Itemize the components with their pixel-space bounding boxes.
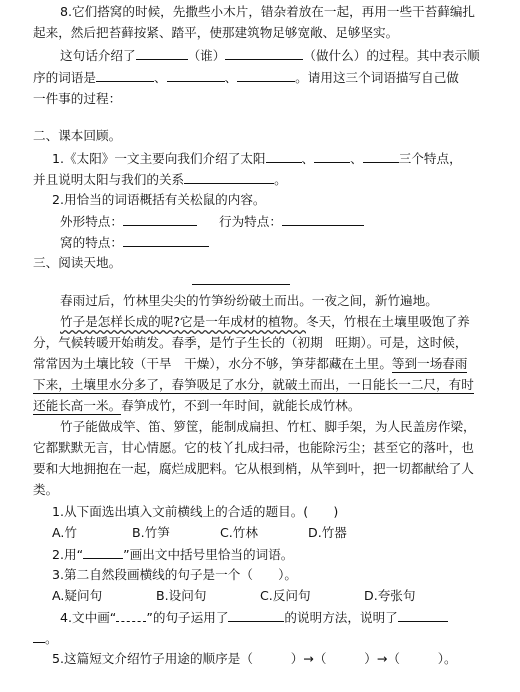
s2-q1-line2 — [33, 171, 287, 188]
period: 。 — [45, 631, 58, 646]
q8-line4-text: 序的词语是 — [33, 70, 96, 85]
answer-blank[interactable] — [282, 213, 364, 226]
separator: 、 — [350, 151, 363, 166]
answer-blank[interactable] — [314, 150, 350, 163]
answer-blank[interactable] — [96, 69, 154, 82]
option-b[interactable]: B.设问句 — [156, 588, 207, 603]
question-2 — [52, 546, 293, 563]
s2-q1-text: 1.《太阳》一文主要向我们介绍了太阳 — [52, 151, 266, 166]
behavior-label: 行为特点： — [218, 214, 282, 229]
answer-blank[interactable] — [33, 630, 45, 643]
passage-p2-line2: 分，气候转暖开始萌发。春季，是竹子生长的（初期 旺期）。可是，这时候， — [33, 335, 468, 350]
answer-blank[interactable] — [136, 47, 188, 60]
passage-p3-line1: 竹子能做成竿、笛、箩筐，能制成扁担、竹杠、脚手架，为人民盖房作梁， — [60, 419, 476, 434]
passage-text: 春笋成竹，不到一年时间，就能长成竹林。 — [121, 398, 361, 413]
separator: 、 — [224, 70, 238, 85]
passage-text: 冬天，竹根在土壤里吸饱了养 — [305, 314, 470, 329]
passage-p2-line1 — [60, 314, 470, 330]
nest-label: 窝的特点： — [60, 235, 123, 250]
section-title: 三、阅读天地。 — [33, 255, 122, 270]
period: 。 — [274, 172, 287, 187]
s2-q1-line1 — [52, 150, 462, 167]
option-a[interactable]: A.竹 — [52, 525, 77, 540]
q8-line3-who: （谁） — [187, 48, 226, 63]
underlined-sentence: 还能长高一米。 — [33, 398, 122, 413]
q8-line4-rest: 。请用这三个词语描写自己做 — [295, 70, 459, 85]
q8-line2: 起来，然后把苔藓按紧、踏平，使那建筑物足够宽敞、足够坚实。 — [33, 25, 399, 40]
passage-p3-line3: 要和大地拥抱在一起，腐烂成肥料。它从根到梢，从竿到叶，把一切都献给了人 — [33, 461, 474, 476]
question-1-options — [52, 525, 368, 541]
answer-blank[interactable] — [192, 272, 290, 285]
question-2-text: 2.用“ — [52, 547, 84, 562]
question-4-explain: 的说明方法，说明了 — [284, 610, 398, 625]
answer-blank[interactable] — [123, 234, 209, 247]
passage-p2-line4 — [33, 377, 474, 393]
answer-blank[interactable] — [228, 609, 284, 622]
separator: 、 — [301, 151, 315, 166]
question-4 — [60, 609, 448, 626]
option-d[interactable]: D.竹器 — [308, 525, 347, 540]
option-d[interactable]: D.夸张句 — [364, 588, 416, 603]
question-3: 3.第二自然段画横线的句子是一个（ ）。 — [52, 567, 297, 582]
option-c[interactable]: C.反问句 — [260, 588, 311, 603]
question-3-options — [52, 588, 434, 604]
answer-blank[interactable] — [266, 150, 302, 163]
q8-line1: 8.它们搭窝的时候，先撒些小木片，错杂着放在一起，再用一些干苔藓编扎 — [60, 4, 476, 19]
passage-text: 常常因为土壤比较（干旱 干燥），水分不够，笋芽都藏在土里。 — [33, 356, 392, 371]
appearance-label: 外形特点： — [60, 214, 123, 229]
s2-q2-nest — [60, 234, 209, 251]
question-1: 1.从下面选出填入文前横线上的合适的题目。( ) — [52, 504, 339, 519]
answer-blank[interactable] — [225, 47, 303, 60]
s2-q1-relation: 并且说明太阳与我们的关系 — [33, 172, 185, 187]
answer-blank[interactable] — [237, 69, 295, 82]
answer-blank[interactable] — [398, 609, 448, 622]
passage-p2-line3 — [33, 356, 467, 372]
passage-p2-line5 — [33, 398, 360, 414]
s2-q1-rest: 三个特点， — [398, 151, 462, 166]
wavy-sentence: 竹子是怎样长成的呢?它是一年成材的植物。 — [60, 314, 306, 329]
q8-line5: 一件事的过程： — [33, 91, 122, 106]
answer-blank[interactable] — [167, 69, 225, 82]
underline-sample — [83, 546, 123, 559]
wavy-line-sample — [116, 609, 146, 622]
passage-p3-line2: 它都默默无言，甘心情愿。它的枝丫扎成扫帚，也能除污尘；甚至它的落叶，也 — [33, 440, 474, 455]
answer-blank[interactable] — [363, 150, 399, 163]
passage-p1: 春雨过后，竹林里尖尖的竹笋纷纷破土而出。一夜之间，新竹遍地。 — [60, 293, 438, 308]
q8-line3 — [60, 47, 480, 64]
underlined-sentence: 下来，土壤里水分多了，春笋吸足了水分，就破土而出，一日能长一二尺，有时 — [33, 377, 474, 392]
question-4-method: ”的句子运用了 — [146, 610, 229, 625]
answer-blank[interactable] — [123, 213, 197, 226]
question-4-text: 4.文中画“ — [60, 610, 117, 625]
option-c[interactable]: C.竹林 — [220, 525, 258, 540]
section-title: 二、课本回顾。 — [33, 128, 122, 143]
separator: 、 — [153, 70, 167, 85]
option-b[interactable]: B.竹笋 — [132, 525, 170, 540]
question-4-cont — [33, 630, 58, 647]
question-2-rest: ”画出文中括号里恰当的词语。 — [123, 547, 294, 562]
q8-line4 — [33, 69, 459, 86]
s2-q2-traits — [60, 213, 364, 230]
option-a[interactable]: A.疑问句 — [52, 588, 103, 603]
answer-blank[interactable] — [184, 171, 274, 184]
q8-line3-text: 这句话介绍了 — [60, 48, 136, 63]
passage-p3-line4: 类。 — [33, 482, 59, 497]
q8-line3-rest: （做什么）的过程。其中表示顺 — [303, 48, 480, 63]
passage-title-line — [192, 272, 290, 289]
s2-q2: 2.用恰当的词语概括有关松鼠的内容。 — [52, 192, 266, 207]
question-5: 5.这篇短文介绍竹子用途的顺序是（ ）→（ ）→（ ）。 — [52, 651, 457, 666]
underlined-sentence: 等到一场春雨 — [391, 356, 468, 371]
